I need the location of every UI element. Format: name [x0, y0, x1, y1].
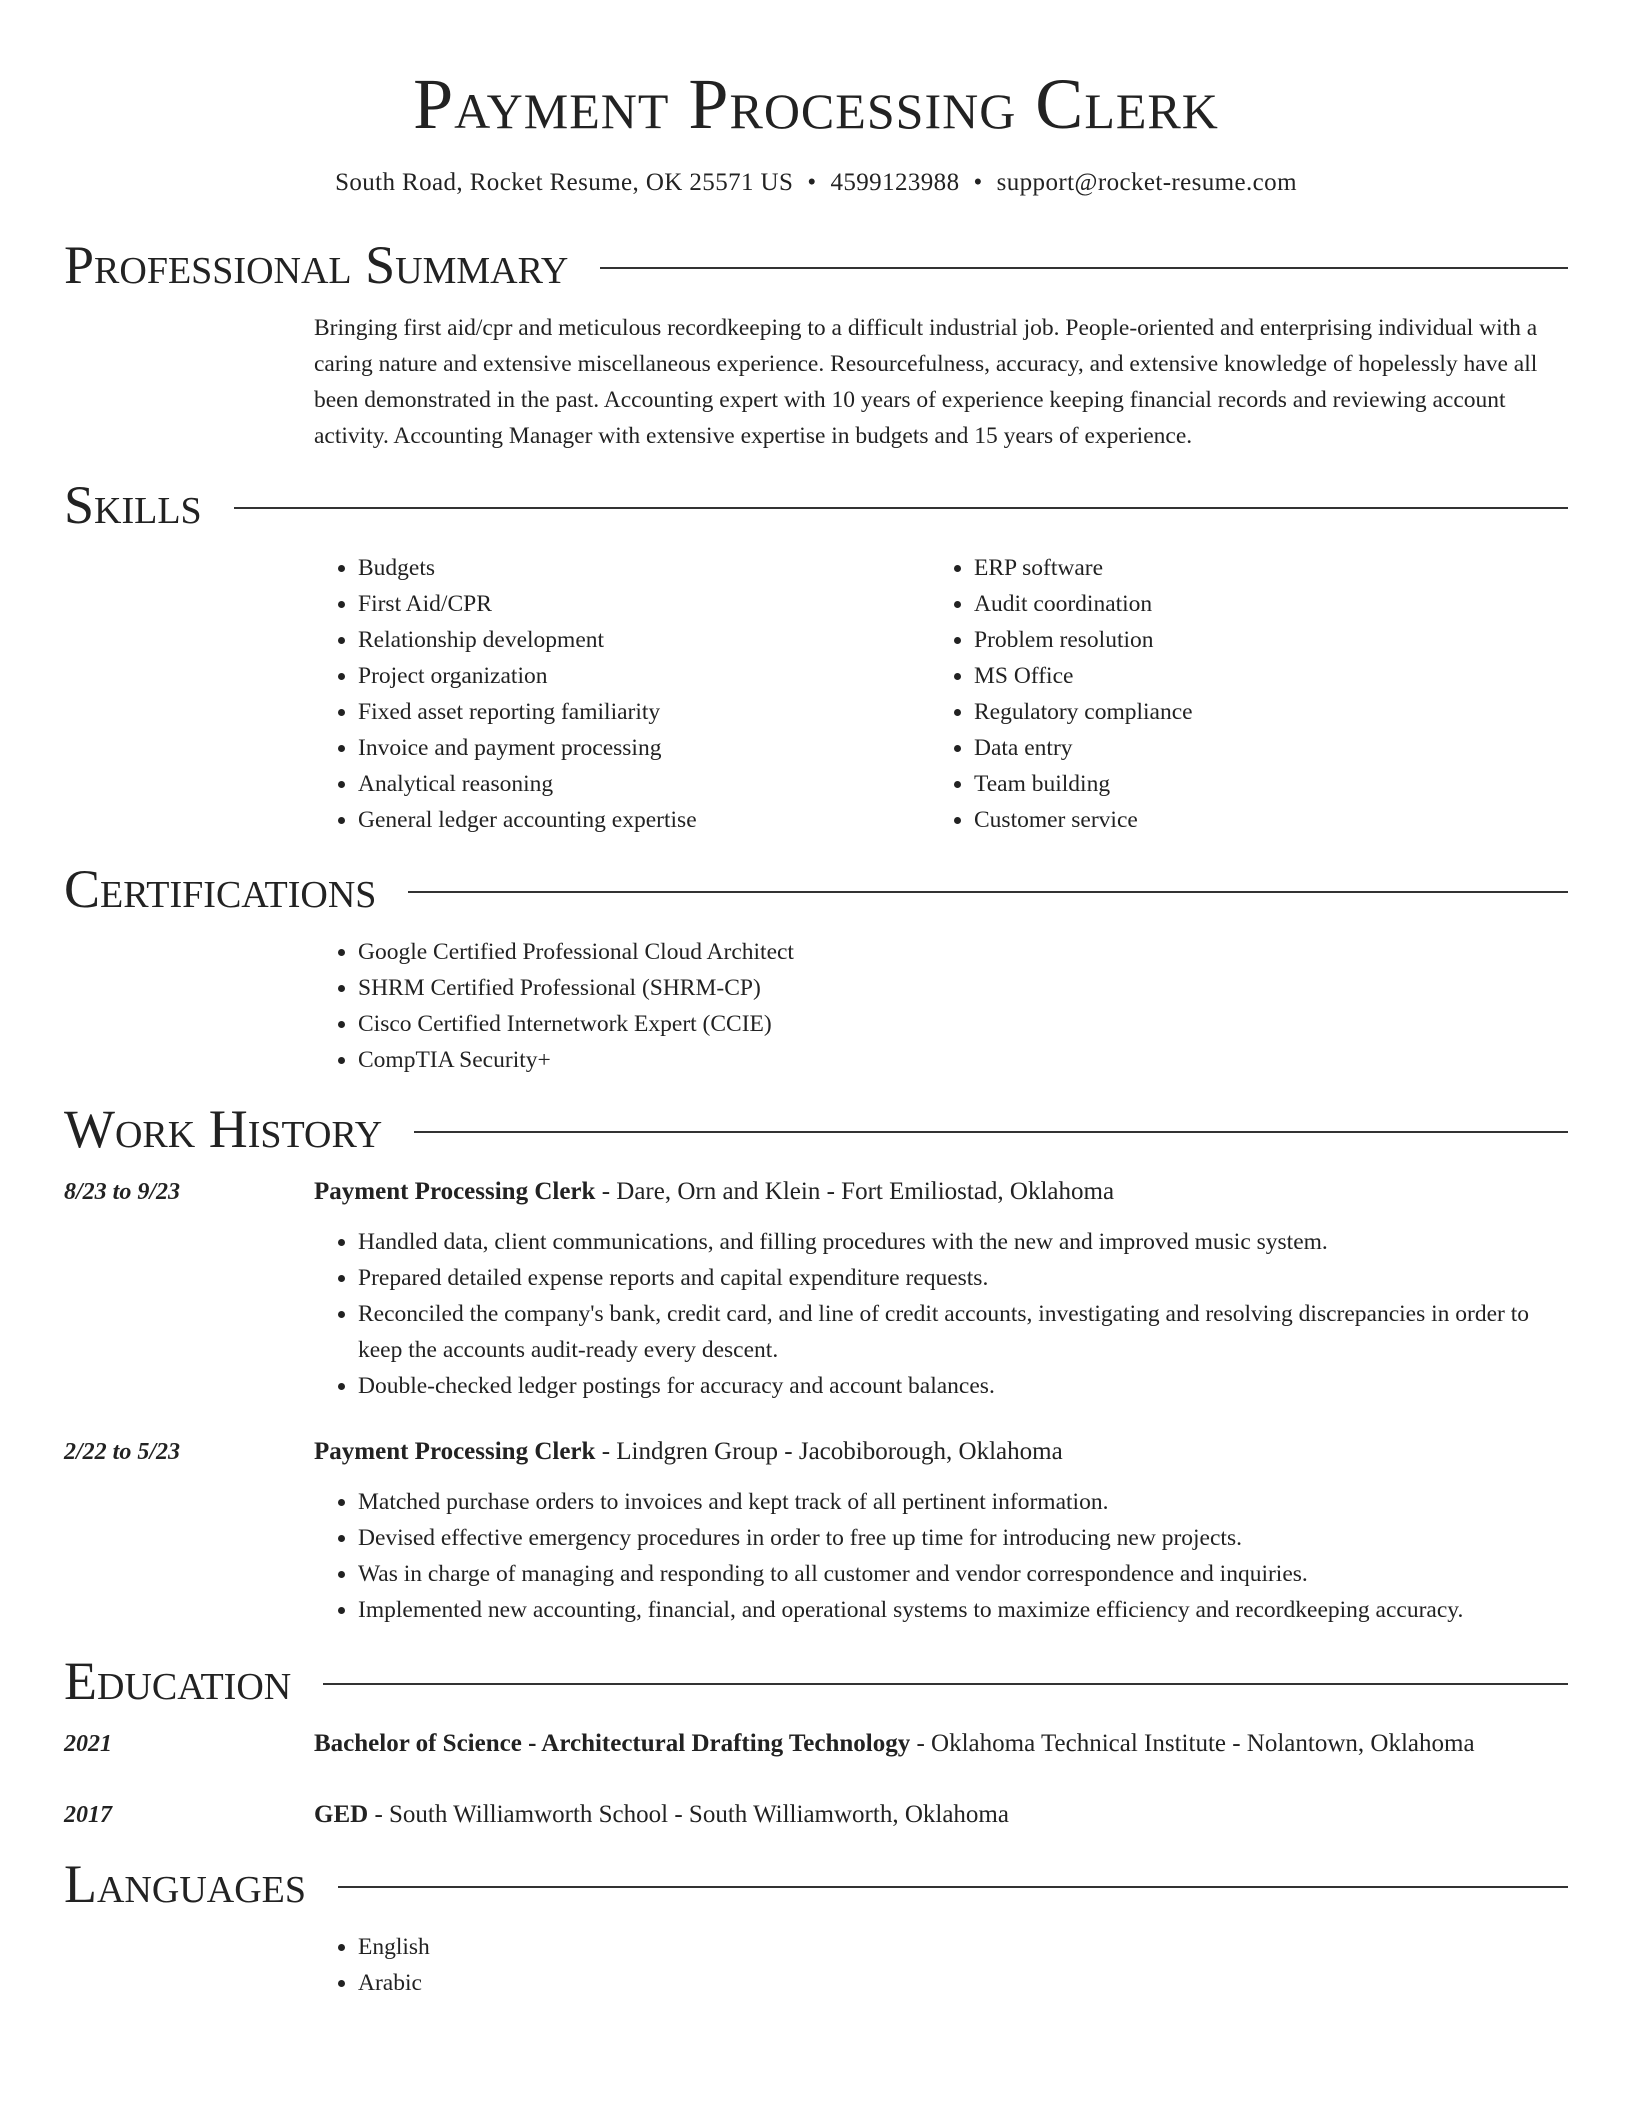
contact-separator: • [973, 169, 983, 196]
skills-list-right [930, 550, 1546, 838]
certifications-list [314, 934, 1568, 1078]
certifications-section [0, 858, 1632, 1078]
work-entries [0, 1174, 1632, 1628]
candidate-name: Payment Processing Clerk [413, 64, 1219, 144]
education-title-line [314, 1797, 1568, 1833]
languages-title: Languages [64, 1854, 306, 1914]
contact-address: South Road, Rocket Resume, OK 25571 US [335, 169, 794, 196]
summary-heading [64, 234, 1568, 296]
work-details [314, 1174, 1568, 1404]
languages-section [0, 1853, 1632, 2001]
languages-heading [64, 1853, 1568, 1915]
job-bullet: • Implemented new accounting, financial, and operational systems to maximize efficiency and recordkeeping accuracy. [358, 1592, 1568, 1628]
skill-item: • Data entry [974, 730, 1546, 766]
certifications-title: Certifications [64, 859, 377, 919]
skill-item: • Regulatory compliance [974, 694, 1546, 730]
education-details [314, 1797, 1568, 1833]
education-title: Education [64, 1651, 292, 1711]
languages-body [314, 1929, 1568, 2001]
skill-item: • Analytical reasoning [358, 766, 930, 802]
section-divider [323, 1683, 1568, 1685]
education-degree: Bachelor of Science - Architectural Drafting Technology [314, 1730, 911, 1757]
summary-section [0, 234, 1632, 454]
certification-item: • Google Certified Professional Cloud Architect [358, 934, 1568, 970]
skills-list-left [314, 550, 930, 838]
certification-item: • SHRM Certified Professional (SHRM-CP) [358, 970, 1568, 1006]
summary-title: Professional Summary [64, 235, 569, 295]
work-heading [64, 1098, 1568, 1160]
work-title-line [314, 1174, 1568, 1210]
skill-item: • Project organization [358, 658, 930, 694]
job-bullet: • Handled data, client communications, and filling procedures with the new and improved music system. [358, 1224, 1568, 1260]
education-entry [64, 1797, 1568, 1833]
work-section [0, 1098, 1632, 1628]
job-bullet: • Was in charge of managing and responding to all customer and vendor correspondence and inquiries. [358, 1556, 1568, 1592]
education-details [314, 1726, 1568, 1762]
skills-title: Skills [64, 475, 202, 535]
skills-column-right [930, 550, 1546, 838]
job-employer-location: - Lindgren Group - Jacobiborough, Oklahoma [595, 1438, 1063, 1465]
language-item: • English [358, 1929, 1568, 1965]
job-bullet: • Matched purchase orders to invoices and kept track of all pertinent information. [358, 1484, 1568, 1520]
contact-line [0, 166, 1632, 200]
skill-item: • Team building [974, 766, 1546, 802]
education-school-location: - Oklahoma Technical Institute - Nolantown, Oklahoma [910, 1730, 1475, 1757]
job-role: Payment Processing Clerk [314, 1438, 596, 1465]
work-title-line [314, 1434, 1568, 1470]
languages-list [314, 1929, 1568, 2001]
skill-item: • Audit coordination [974, 586, 1546, 622]
job-role: Payment Processing Clerk [314, 1178, 596, 1205]
skills-heading [64, 474, 1568, 536]
skills-grid [314, 550, 1568, 838]
education-degree: GED [314, 1801, 369, 1828]
education-heading [64, 1650, 1568, 1712]
education-section [0, 1650, 1632, 1833]
job-bullets [314, 1484, 1568, 1628]
certifications-body [314, 934, 1568, 1078]
section-divider [338, 1886, 1568, 1888]
section-divider [414, 1131, 1568, 1133]
skill-item: • First Aid/CPR [358, 586, 930, 622]
education-year: 2021 [64, 1731, 112, 1757]
education-year: 2017 [64, 1802, 112, 1828]
skills-column-left [314, 550, 930, 838]
work-details [314, 1434, 1568, 1628]
skills-section [0, 474, 1632, 838]
skill-item: • MS Office [974, 658, 1546, 694]
summary-text: Bringing first aid/cpr and meticulous recordkeeping to a difficult industrial job. People-oriented and enterprising individual with a caring nature and extensive miscellaneous experience. Resourcefulness, accuracy, and extensive knowledge of hopelessly have all been demonstrated in the past. Accounting expert with 10 years of experience keeping financial records and reviewing account activity. Accounting Manager with extensive expertise in budgets and 15 years of experience. [314, 315, 1538, 449]
contact-separator: • [807, 169, 817, 196]
certifications-heading [64, 858, 1568, 920]
job-employer-location: - Dare, Orn and Klein - Fort Emiliostad, Oklahoma [595, 1178, 1115, 1205]
work-dates: 8/23 to 9/23 [64, 1179, 181, 1205]
skill-item: • ERP software [974, 550, 1546, 586]
skill-item: • General ledger accounting expertise [358, 802, 930, 838]
section-divider [408, 891, 1568, 893]
education-title-line [314, 1726, 1568, 1762]
certification-item: • CompTIA Security+ [358, 1042, 1568, 1078]
work-title: Work History [64, 1099, 383, 1159]
work-dates: 2/22 to 5/23 [64, 1439, 181, 1465]
job-bullet: • Prepared detailed expense reports and capital expenditure requests. [358, 1260, 1568, 1296]
education-entry [64, 1726, 1568, 1762]
work-entry [64, 1434, 1568, 1628]
education-school-location: - South Williamworth School - South Williamworth, Oklahoma [368, 1801, 1009, 1828]
education-entries [0, 1726, 1632, 1833]
job-bullet: • Reconciled the company's bank, credit card, and line of credit accounts, investigating and resolving discrepancies in order to keep the accounts audit-ready every descent. [358, 1296, 1568, 1368]
contact-email[interactable]: support@rocket-resume.com [996, 169, 1297, 196]
language-item: • Arabic [358, 1965, 1568, 2001]
job-bullet: • Double-checked ledger postings for accuracy and account balances. [358, 1368, 1568, 1404]
section-divider [234, 507, 1568, 509]
skill-item: • Fixed asset reporting familiarity [358, 694, 930, 730]
section-divider [600, 267, 1568, 269]
skill-item: • Problem resolution [974, 622, 1546, 658]
contact-phone: 4599123988 [830, 169, 960, 196]
certification-item: • Cisco Certified Internetwork Expert (CCIE) [358, 1006, 1568, 1042]
job-bullet: • Devised effective emergency procedures in order to free up time for introducing new projects. [358, 1520, 1568, 1556]
work-entry [64, 1174, 1568, 1404]
skill-item: • Invoice and payment processing [358, 730, 930, 766]
skill-item: • Relationship development [358, 622, 930, 658]
job-bullets [314, 1224, 1568, 1404]
skill-item: • Customer service [974, 802, 1546, 838]
skill-item: • Budgets [358, 550, 930, 586]
